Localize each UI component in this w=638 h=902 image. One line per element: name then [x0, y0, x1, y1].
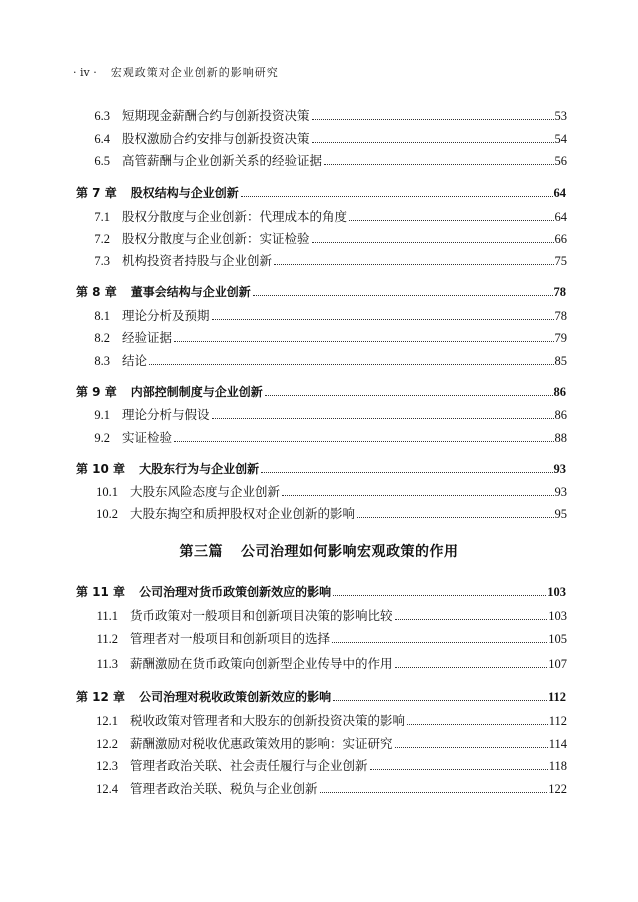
toc-section-entry [84, 504, 567, 524]
page-number: 79 [554, 331, 567, 345]
section-number: 11.2 [96, 632, 118, 646]
toc-chapter-entry [76, 383, 566, 403]
page-number: 54 [554, 132, 567, 146]
chapter-number: 第 10 章 [76, 462, 126, 476]
chapter-number: 第 8 章 [76, 285, 117, 299]
page-number: 85 [554, 354, 567, 368]
dot-leader [149, 363, 553, 365]
section-number: 9.2 [94, 431, 110, 445]
toc-chapter-entry [76, 688, 566, 708]
dot-leader [333, 594, 546, 596]
dot-leader [265, 394, 553, 396]
section-number: 7.2 [94, 232, 110, 246]
section-title: 管理者政治关联、社会责任履行与企业创新 [130, 758, 368, 773]
toc-section-entry [84, 734, 567, 754]
dot-leader [253, 294, 553, 296]
dot-leader [312, 241, 554, 243]
chapter-title: 公司治理对货币政策创新效应的影响 [139, 585, 332, 599]
toc-section-entry [76, 229, 567, 249]
page-number: 64 [554, 210, 567, 224]
chapter-number: 第 9 章 [76, 385, 117, 399]
part-heading [0, 541, 638, 561]
chapter-title: 公司治理对税收政策创新效应的影响 [139, 690, 332, 704]
page-number: 93 [553, 462, 566, 476]
page-number: 112 [548, 714, 567, 728]
toc-section-entry [76, 129, 567, 149]
chapter-title: 股权结构与企业创新 [130, 186, 239, 200]
page-marker: · iv · [73, 66, 97, 79]
section-number: 10.1 [96, 485, 118, 499]
toc-section-entry [84, 756, 567, 776]
page-number: 53 [554, 109, 567, 123]
section-title: 理论分析与假设 [122, 407, 210, 422]
page-number: 93 [554, 485, 567, 499]
page-number: 56 [554, 154, 567, 168]
page-number: 105 [548, 632, 567, 646]
dot-leader [241, 195, 553, 197]
page-number: 95 [554, 507, 567, 521]
dot-leader [370, 768, 548, 770]
toc-section-entry [84, 482, 567, 502]
section-title: 结论 [122, 353, 148, 368]
section-number: 7.1 [94, 210, 110, 224]
page-number: 122 [548, 782, 567, 796]
page-number: 107 [548, 657, 567, 671]
section-number: 12.1 [96, 714, 118, 728]
page-number: 103 [548, 609, 567, 623]
page-number: 114 [548, 737, 567, 751]
section-number: 6.4 [94, 132, 110, 146]
dot-leader [407, 723, 548, 725]
section-title: 实证检验 [122, 430, 173, 445]
toc-section-entry [76, 351, 567, 371]
toc-chapter-entry [76, 583, 566, 603]
toc-section-entry [84, 629, 567, 649]
part-title: 公司治理如何影响宏观政策的作用 [241, 544, 459, 560]
page-number: 88 [554, 431, 567, 445]
dot-leader [395, 666, 548, 668]
section-number: 8.3 [94, 354, 110, 368]
dot-leader [320, 791, 548, 793]
dot-leader [357, 516, 553, 518]
running-header [73, 64, 279, 80]
toc-section-entry [76, 251, 567, 271]
page-number: 112 [547, 690, 566, 704]
chapter-title: 大股东行为与企业创新 [139, 462, 260, 476]
section-title: 税收政策对管理者和大股东的创新投资决策的影响 [130, 713, 406, 728]
section-title: 股权分散度与企业创新：代理成本的角度 [122, 209, 348, 224]
toc-section-entry [76, 151, 567, 171]
section-title: 股权激励合约安排与创新投资决策 [122, 131, 310, 146]
chapter-number: 第 11 章 [76, 585, 126, 599]
section-title: 薪酬激励对税收优惠政策效用的影响：实证研究 [130, 736, 393, 751]
running-title: 宏观政策对企业创新的影响研究 [110, 66, 279, 79]
section-title: 管理者政治关联、税负与企业创新 [130, 781, 318, 796]
dot-leader [312, 118, 554, 120]
section-title: 大股东风险态度与企业创新 [130, 484, 281, 499]
dot-leader [212, 318, 554, 320]
chapter-title: 内部控制制度与企业创新 [130, 385, 263, 399]
page-number: 75 [554, 254, 567, 268]
dot-leader [212, 417, 554, 419]
section-number: 7.3 [94, 254, 110, 268]
dot-leader [261, 471, 552, 473]
section-title: 高管薪酬与企业创新关系的经验证据 [122, 153, 323, 168]
section-title: 理论分析及预期 [122, 308, 210, 323]
toc-section-entry [84, 654, 567, 674]
toc-section-entry [76, 207, 567, 227]
page-number: 118 [548, 759, 567, 773]
section-title: 大股东掏空和质押股权对企业创新的影响 [130, 506, 356, 521]
page-number: 78 [553, 285, 566, 299]
toc-chapter-entry [76, 283, 566, 303]
section-title: 货币政策对一般项目和创新项目决策的影响比较 [130, 608, 393, 623]
toc-section-entry [76, 328, 567, 348]
section-number: 8.2 [94, 331, 110, 345]
toc-section-entry [84, 606, 567, 626]
page-number: 78 [554, 309, 567, 323]
section-number: 9.1 [94, 408, 110, 422]
section-title: 短期现金薪酬合约与创新投资决策 [122, 108, 310, 123]
section-title: 管理者对一般项目和创新项目的选择 [130, 631, 331, 646]
section-number: 6.5 [94, 154, 110, 168]
toc-chapter-entry [76, 460, 566, 480]
toc-section-entry [76, 405, 567, 425]
dot-leader [282, 494, 553, 496]
chapter-title: 董事会结构与企业创新 [130, 285, 251, 299]
toc-section-entry [84, 779, 567, 799]
dot-leader [349, 219, 553, 221]
page-number: 86 [554, 408, 567, 422]
toc-section-entry [84, 711, 567, 731]
section-title: 经验证据 [122, 330, 173, 345]
section-number: 11.1 [96, 609, 118, 623]
toc-section-entry [76, 106, 567, 126]
dot-leader [324, 163, 553, 165]
dot-leader [395, 618, 548, 620]
section-number: 12.2 [96, 737, 118, 751]
section-title: 股权分散度与企业创新：实证检验 [122, 231, 310, 246]
page-number: 66 [554, 232, 567, 246]
section-number: 8.1 [94, 309, 110, 323]
dot-leader [332, 641, 547, 643]
page-number: 103 [547, 585, 566, 599]
section-number: 6.3 [94, 109, 110, 123]
section-number: 10.2 [96, 507, 118, 521]
page-number: 86 [553, 385, 566, 399]
section-number: 11.3 [96, 657, 118, 671]
dot-leader [274, 263, 553, 265]
toc-section-entry [76, 428, 567, 448]
section-title: 薪酬激励在货币政策向创新型企业传导中的作用 [130, 656, 393, 671]
chapter-number: 第 12 章 [76, 690, 126, 704]
section-number: 12.3 [96, 759, 118, 773]
dot-leader [174, 440, 553, 442]
chapter-number: 第 7 章 [76, 186, 117, 200]
toc-chapter-entry [76, 184, 566, 204]
dot-leader [312, 141, 554, 143]
toc-section-entry [76, 306, 567, 326]
dot-leader [174, 340, 553, 342]
section-title: 机构投资者持股与企业创新 [122, 253, 273, 268]
section-number: 12.4 [96, 782, 118, 796]
dot-leader [333, 699, 547, 701]
dot-leader [395, 746, 548, 748]
page-number: 64 [553, 186, 566, 200]
part-number: 第三篇 [179, 544, 223, 560]
